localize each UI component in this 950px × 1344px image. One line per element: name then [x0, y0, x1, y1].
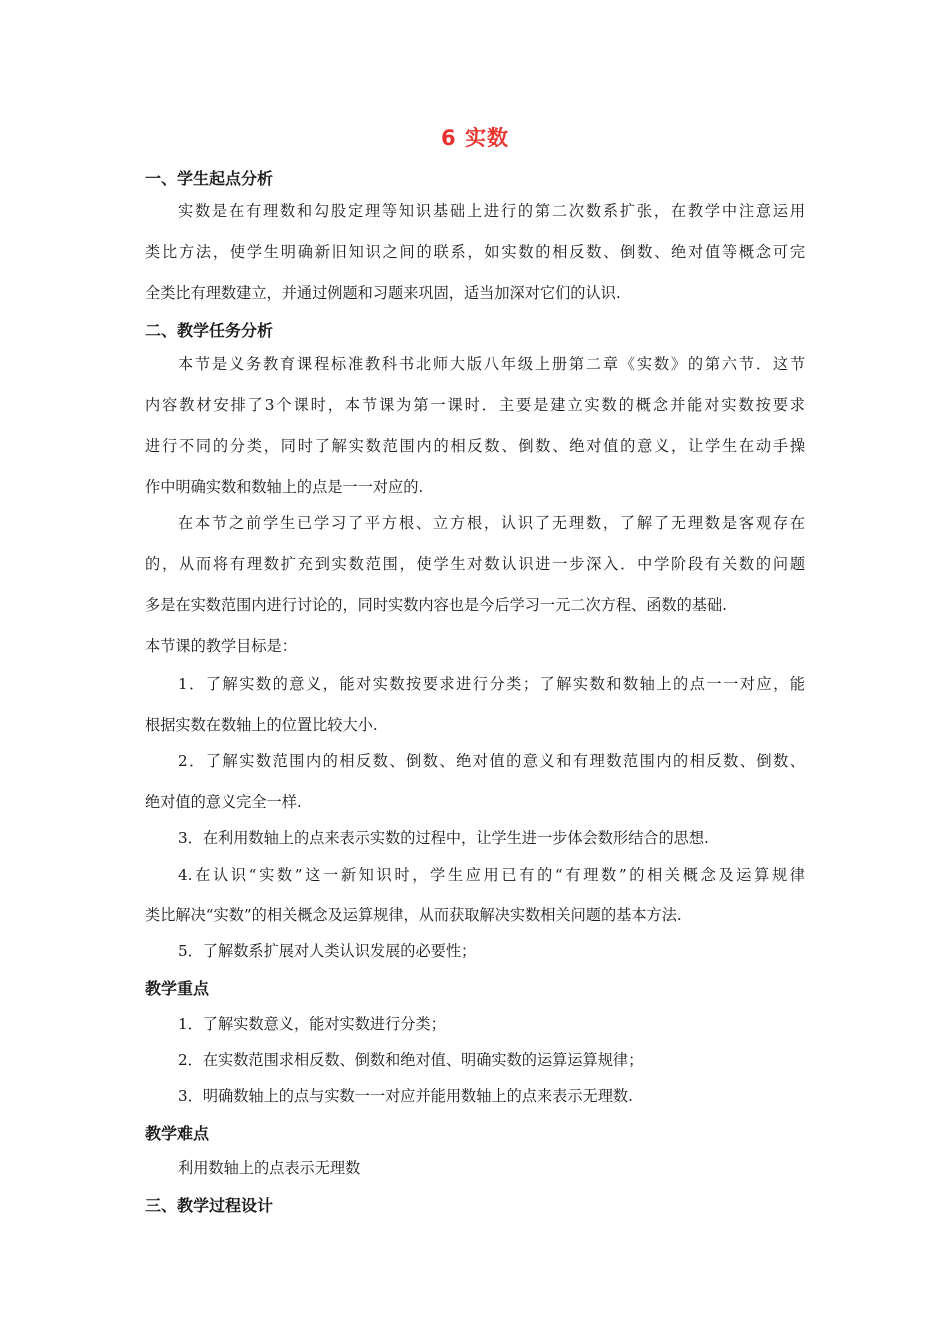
- paragraph-line: 本节是义务教育课程标准教科书北师大版八年级上册第二章《实数》的第六节．这节: [178, 355, 805, 373]
- paragraph-line: 类比方法，使学生明确新旧知识之间的联系，如实数的相反数、倒数、绝对值等概念可完: [145, 243, 805, 261]
- section-heading-difficult-points: 教学难点: [145, 1124, 210, 1143]
- goal-item-3: 3．在利用数轴上的点来表示实数的过程中，让学生进一步体会数形结合的思想.: [178, 829, 709, 847]
- goal-item-4: 4.在认识“实数”这一新知识时，学生应用已有的“有理数”的相关概念及运算规律: [178, 866, 805, 884]
- goal-item-5: 5．了解数系扩展对人类认识发展的必要性；: [178, 942, 477, 960]
- key-point-2: 2．在实数范围求相反数、倒数和绝对值、明确实数的运算运算规律；: [178, 1051, 644, 1069]
- page-title: 6 实数: [441, 126, 509, 150]
- paragraph-line: 在本节之前学生已学习了平方根、立方根，认识了无理数，了解了无理数是客观存在: [178, 514, 805, 532]
- key-point-3: 3．明确数轴上的点与实数一一对应并能用数轴上的点来表示无理数.: [178, 1087, 633, 1105]
- goal-item-2: 2．了解实数范围内的相反数、倒数、绝对值的意义和有理数范围内的相反数、倒数、: [178, 752, 805, 770]
- section-heading-student-analysis: 一、学生起点分析: [145, 169, 274, 188]
- goal-item-1: 1．了解实数的意义，能对实数按要求进行分类；了解实数和数轴上的点一一对应，能: [178, 675, 805, 693]
- goal-item-4-cont: 类比解决“实数”的相关概念及运算规律，从而获取解决实数相关问题的基本方法.: [145, 906, 682, 924]
- paragraph-line: 的，从而将有理数扩充到实数范围，使学生对数认识进一步深入．中学阶段有关数的问题: [145, 555, 805, 573]
- section-heading-task-analysis: 二、教学任务分析: [145, 321, 274, 340]
- difficult-point: 利用数轴上的点表示无理数: [178, 1159, 361, 1177]
- paragraph-line: 进行不同的分类，同时了解实数范围内的相反数、倒数、绝对值的意义，让学生在动手操: [145, 437, 805, 455]
- goals-intro: 本节课的教学目标是：: [145, 637, 297, 655]
- paragraph-line: 全类比有理数建立，并通过例题和习题来巩固，适当加深对它们的认识.: [145, 284, 621, 302]
- paragraph-line: 内容教材安排了3个课时，本节课为第一课时．主要是建立实数的概念并能对实数按要求: [145, 396, 805, 414]
- paragraph-line: 多是在实数范围内进行讨论的，同时实数内容也是今后学习一元二次方程、函数的基础.: [145, 596, 727, 614]
- paragraph-line: 实数是在有理数和勾股定理等知识基础上进行的第二次数系扩张，在教学中注意运用: [178, 202, 805, 220]
- paragraph-line: 作中明确实数和数轴上的点是一一对应的.: [145, 478, 424, 496]
- section-heading-key-points: 教学重点: [145, 979, 210, 998]
- section-heading-process-design: 三、教学过程设计: [145, 1196, 274, 1215]
- goal-item-1-cont: 根据实数在数轴上的位置比较大小.: [145, 716, 378, 734]
- key-point-1: 1．了解实数意义，能对实数进行分类；: [178, 1015, 446, 1033]
- goal-item-2-cont: 绝对值的意义完全一样.: [145, 793, 302, 811]
